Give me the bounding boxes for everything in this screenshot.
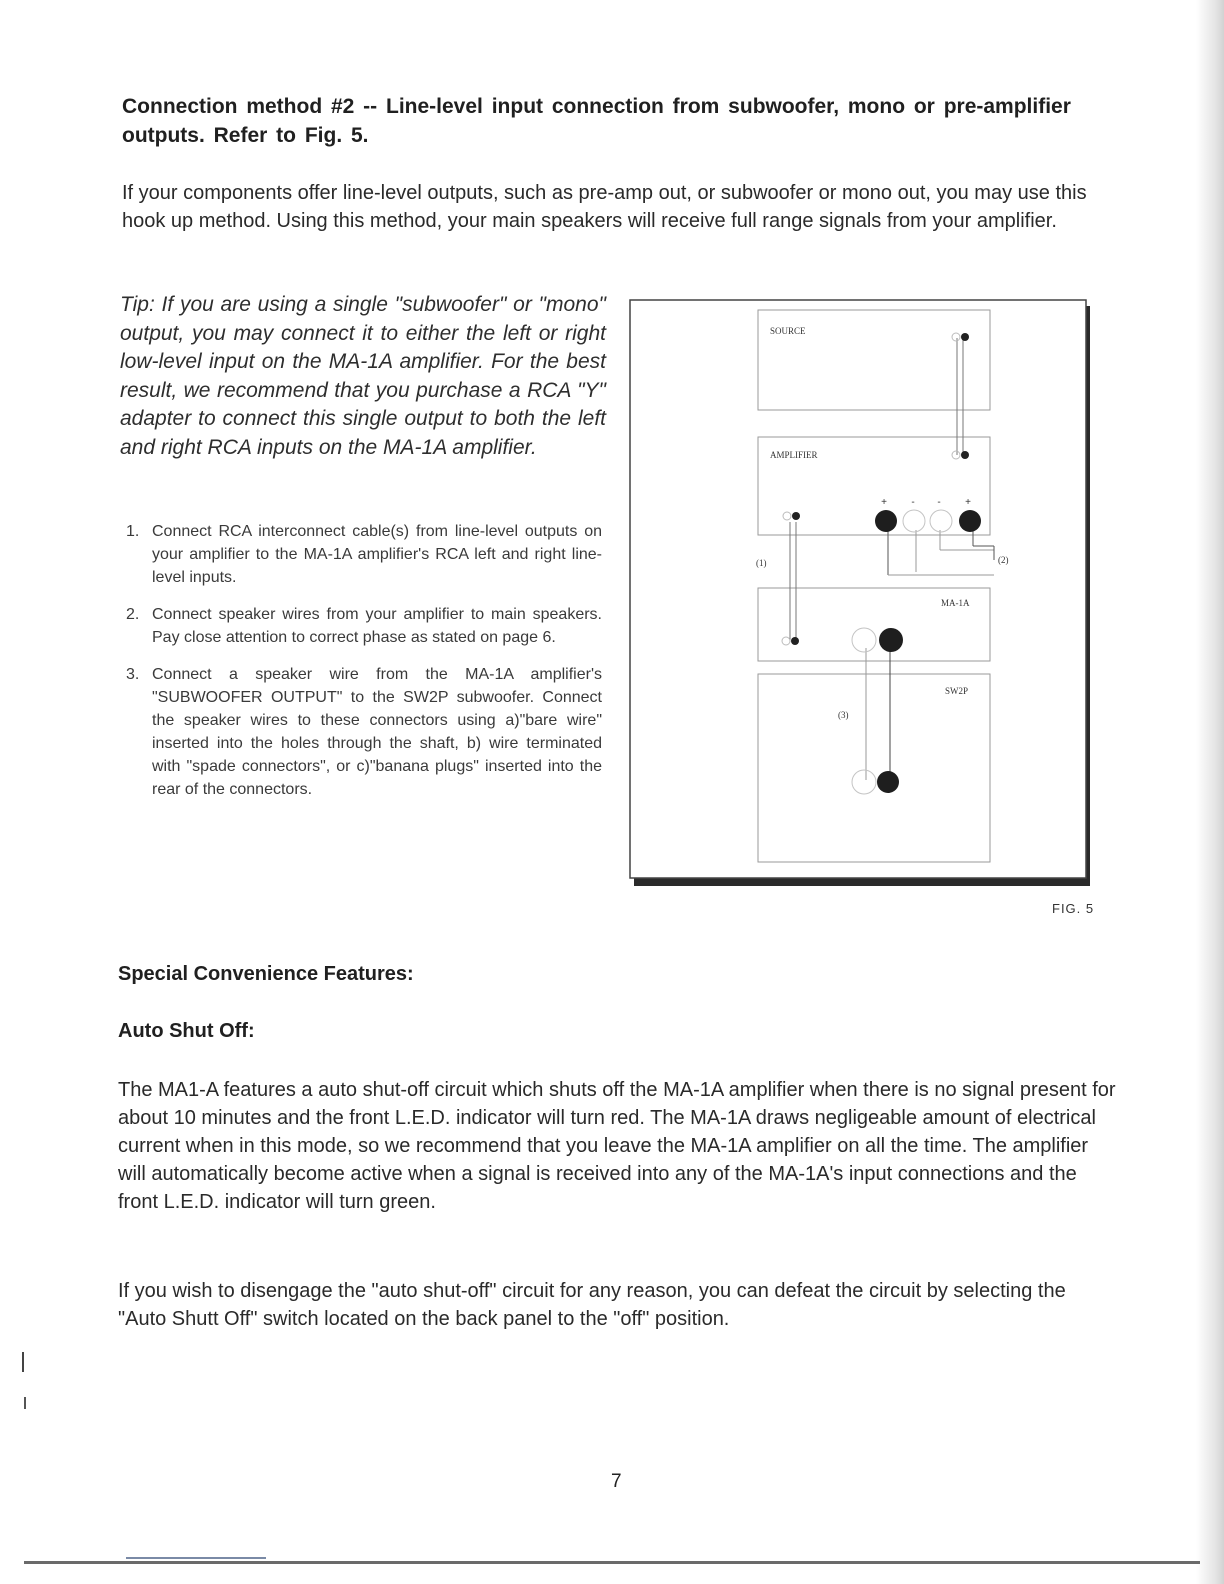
figure-caption: FIG. 5 [1052, 901, 1095, 916]
amp-out-jack-right [792, 512, 800, 520]
auto-shutoff-paragraph-2: If you wish to disengage the "auto shut-off" circuit for any reason, you can defeat the circuit by selecting the "Auto Shutt Off" switch located on the back panel to the "off" position. [118, 1280, 1066, 1330]
source-label: SOURCE [770, 326, 806, 336]
amp-plus-1: + [881, 497, 887, 508]
features-heading: Special Convenience Features: [118, 963, 414, 985]
amp-plus-2: + [965, 497, 971, 508]
amp-speaker-terminal-plus-left [875, 510, 897, 532]
figure-frame [630, 300, 1086, 878]
callout-1: (1) [756, 558, 767, 568]
amp-minus-2: - [937, 497, 941, 508]
step-number: 2. [126, 606, 140, 623]
margin-mark [22, 1352, 24, 1372]
amp-in-jack-right [961, 451, 969, 459]
steps-list [126, 520, 602, 815]
bottom-edge-line [24, 1561, 1200, 1564]
auto-shutoff-heading: Auto Shut Off: [118, 1020, 255, 1042]
sw2p-terminal-plus [877, 771, 899, 793]
callout-3: (3) [838, 710, 849, 720]
ma1a-in-jack-right [791, 637, 799, 645]
source-jack-right [961, 333, 969, 341]
step-item [126, 603, 602, 649]
auto-shutoff-paragraph-1: The MA1-A features a auto shut-off circuit which shuts off the MA-1A amplifier when there is no signal present for about 10 minutes and the front L.E.D. indicator will turn red. The MA-1A draws negligeable amount of electrical current when in this mode, so we recommend that you leave the MA-1A amplifier on all the time. The amplifier will automatically become active when a signal is received into any of the MA-1A's input connections and the front L.E.D. indicator will turn green. [118, 1079, 1116, 1213]
fig5-wiring-diagram [620, 290, 1100, 890]
ma1a-label: MA-1A [941, 598, 970, 608]
amp-speaker-terminal-plus-right [959, 510, 981, 532]
step-item [126, 663, 602, 801]
step-item [126, 520, 602, 589]
step-number: 3. [126, 666, 140, 683]
bottom-edge-accent [126, 1557, 266, 1559]
amp-minus-1: - [911, 497, 915, 508]
ma1a-sub-out-plus [879, 628, 903, 652]
section-title: Connection method #2 -- Line-level input connection from subwoofer, mono or pre-amplifier outputs. Refer to Fig. 5. [122, 95, 1071, 147]
step-number: 1. [126, 523, 140, 540]
page-number: 7 [611, 1471, 622, 1492]
step-text: Connect RCA interconnect cable(s) from line-level outputs on your amplifier to the MA-1A amplifier's RCA left and right line-level inputs. [152, 523, 602, 586]
callout-2: (2) [998, 555, 1009, 565]
tip-paragraph: Tip: If you are using a single "subwoofer" or "mono" output, you may connect it to either the left or right low-level input on the MA-1A amplifier. For the best result, we recommend that you purchase a RCA "Y" adapter to connect this single output to both the left and right RCA inputs on the MA-1A amplifier. [120, 293, 606, 459]
step-text: Connect a speaker wire from the MA-1A amplifier's "SUBWOOFER OUTPUT" to the SW2P subwoofer. Connect the speaker wires to these connectors using a)"bare wire" inserted into the holes through the shaft, b) wire terminated with "spade connectors", or c)"banana plugs" inserted into the rear of the connectors. [152, 666, 602, 798]
amplifier-label: AMPLIFIER [770, 450, 818, 460]
margin-mark [24, 1397, 26, 1409]
scan-edge-shadow [1196, 0, 1224, 1584]
intro-paragraph: If your components offer line-level outputs, such as pre-amp out, or subwoofer or mono out, you may use this hook up method. Using this method, your main speakers will receive full range signals from your amplifier. [122, 182, 1087, 232]
step-text: Connect speaker wires from your amplifier to main speakers. Pay close attention to correct phase as stated on page 6. [152, 606, 602, 646]
sw2p-label: SW2P [945, 686, 969, 696]
